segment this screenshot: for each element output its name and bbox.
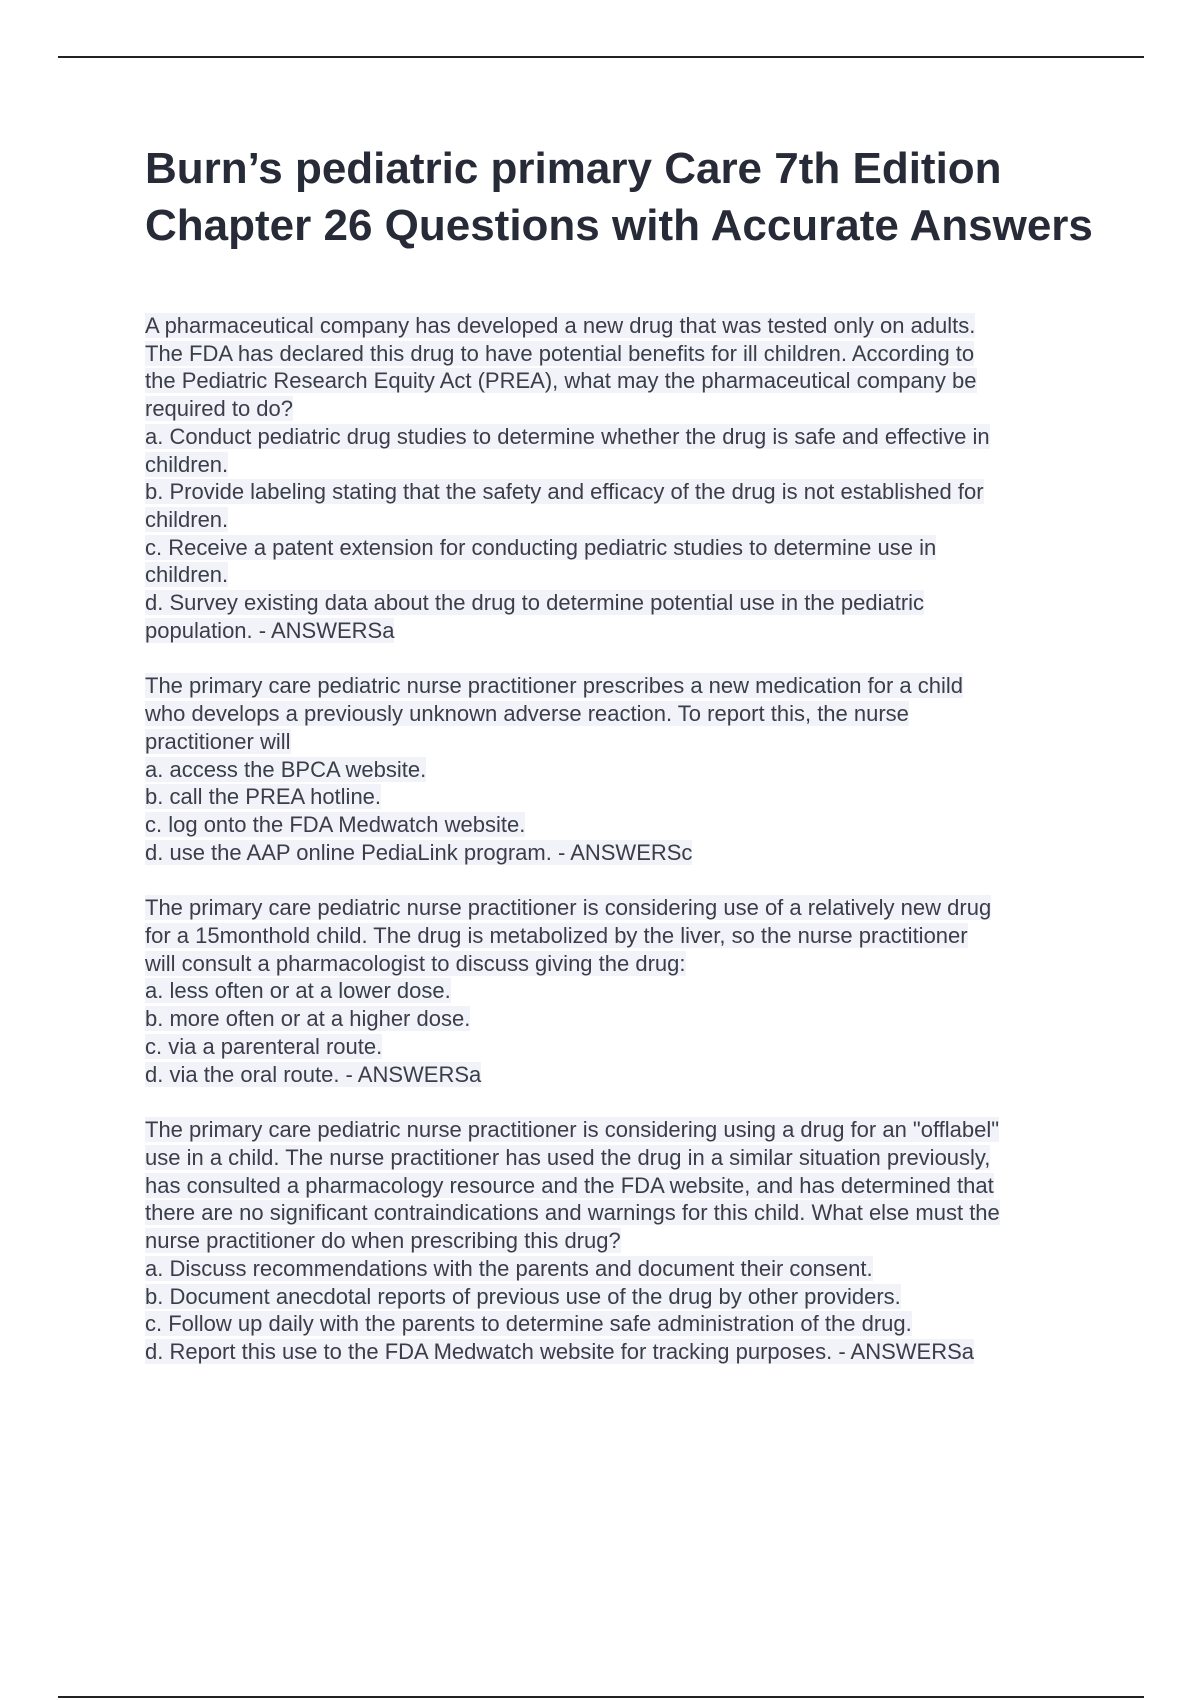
option-line: a. less often or at a lower dose. bbox=[145, 978, 451, 1004]
option-line: c. via a parenteral route. bbox=[145, 1033, 383, 1059]
question-line: The primary care pediatric nurse practitioner prescribes a new medication for a child bbox=[145, 673, 964, 699]
question-line: The primary care pediatric nurse practitioner is considering use of a relatively new drug bbox=[145, 895, 992, 921]
option-line: b. more often or at a higher dose. bbox=[145, 1006, 471, 1032]
question-line: will consult a pharmacologist to discuss giving the drug: bbox=[145, 950, 686, 976]
option-line: b. call the PREA hotline. bbox=[145, 784, 382, 810]
option-line: d. Survey existing data about the drug to determine potential use in the pediatric bbox=[145, 590, 925, 616]
answer-line: d. use the AAP online PediaLink program. - ANSWERSc bbox=[145, 839, 693, 865]
option-line: b. Document anecdotal reports of previous use of the drug by other providers. bbox=[145, 1283, 901, 1309]
question-line: practitioner will bbox=[145, 728, 291, 754]
question-3 bbox=[145, 894, 1095, 1088]
option-line: b. Provide labeling stating that the safety and efficacy of the drug is not established for bbox=[145, 479, 984, 505]
question-line: The FDA has declared this drug to have potential benefits for ill children. According to bbox=[145, 340, 975, 366]
option-line: a. access the BPCA website. bbox=[145, 756, 427, 782]
document-body bbox=[145, 140, 1095, 1394]
question-line: for a 15monthold child. The drug is metabolized by the liver, so the nurse practitioner bbox=[145, 923, 968, 949]
question-line: The primary care pediatric nurse practitioner is considering using a drug for an "offlabel" bbox=[145, 1117, 1000, 1143]
option-line: children. bbox=[145, 562, 229, 588]
question-line: nurse practitioner do when prescribing this drug? bbox=[145, 1228, 621, 1254]
question-line: who develops a previously unknown adverse reaction. To report this, the nurse bbox=[145, 701, 909, 727]
question-line: has consulted a pharmacology resource and the FDA website, and has determined that bbox=[145, 1172, 994, 1198]
question-2 bbox=[145, 672, 1095, 866]
question-line: the Pediatric Research Equity Act (PREA), what may the pharmaceutical company be bbox=[145, 368, 977, 394]
option-line: c. Follow up daily with the parents to determine safe administration of the drug. bbox=[145, 1311, 912, 1337]
question-line: A pharmaceutical company has developed a new drug that was tested only on adults. bbox=[145, 313, 976, 338]
option-line: c. log onto the FDA Medwatch website. bbox=[145, 811, 526, 837]
question-4 bbox=[145, 1116, 1095, 1365]
top-rule bbox=[58, 56, 1144, 58]
option-line: children. bbox=[145, 451, 229, 477]
bottom-rule bbox=[58, 1696, 1144, 1698]
question-1 bbox=[145, 312, 1095, 644]
document-title: Burn’s pediatric primary Care 7th Edition Chapter 26 Questions with Accurate Answers bbox=[145, 144, 1093, 250]
answer-line: d. via the oral route. - ANSWERSa bbox=[145, 1061, 482, 1087]
question-line: required to do? bbox=[145, 396, 293, 422]
answer-line: d. Report this use to the FDA Medwatch website for tracking purposes. - ANSWERSa bbox=[145, 1338, 975, 1364]
option-line: children. bbox=[145, 506, 229, 532]
question-line: use in a child. The nurse practitioner has used the drug in a similar situation previously, bbox=[145, 1144, 991, 1170]
question-line: there are no significant contraindications and warnings for this child. What else must the bbox=[145, 1200, 1000, 1226]
option-line: a. Discuss recommendations with the parents and document their consent. bbox=[145, 1255, 873, 1281]
option-line: c. Receive a patent extension for conducting pediatric studies to determine use in bbox=[145, 534, 937, 560]
option-line: a. Conduct pediatric drug studies to determine whether the drug is safe and effective in bbox=[145, 423, 990, 449]
answer-line: population. - ANSWERSa bbox=[145, 617, 395, 643]
